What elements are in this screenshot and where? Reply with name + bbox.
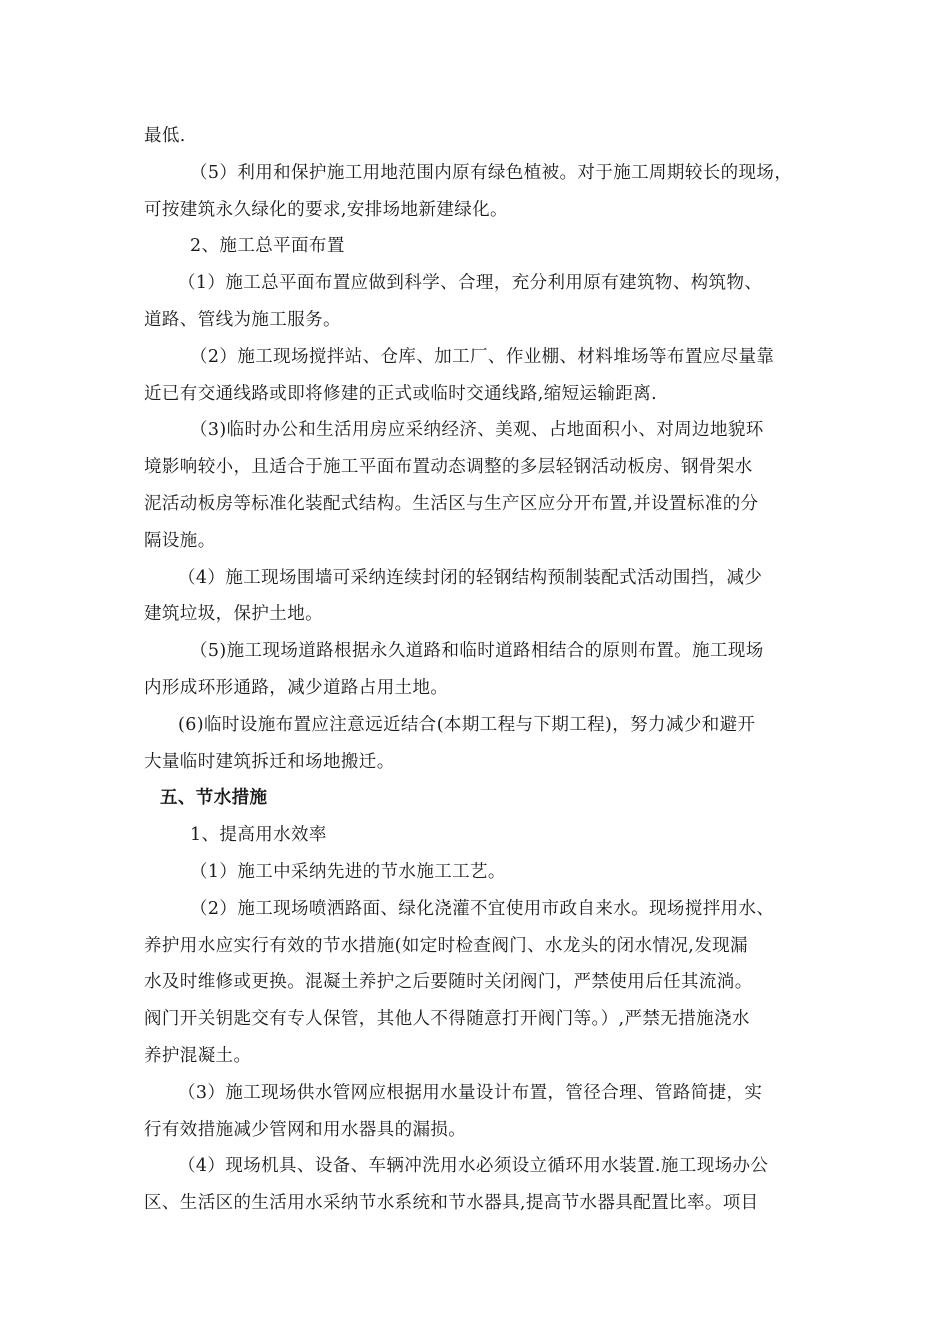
text-line: 隔设施。: [144, 530, 216, 551]
text-line: 建筑垃圾，保护土地。: [144, 604, 323, 625]
text-line: 大量临时建筑拆迁和场地搬迁。: [144, 751, 395, 772]
text-line: 可按建筑永久绿化的要求,安排场地新建绿化。: [144, 199, 508, 220]
subsection-heading: 2、施工总平面布置: [190, 236, 345, 257]
list-item: （2）施工现场喷洒路面、绿化浇灌不宜使用市政自来水。现场搅拌用水、: [190, 898, 775, 919]
list-item: （1）施工中采纳先进的节水施工工艺。: [190, 861, 506, 882]
list-item: （2）施工现场搅拌站、仓库、加工厂、作业棚、材料堆场等布置应尽量靠: [190, 346, 775, 367]
list-item: （3）施工现场供水管网应根据用水量设计布置，管径合理、管路简捷，实: [178, 1082, 763, 1103]
text-line: 水及时维修或更换。混凝土养护之后要随时关闭阀门，严禁使用后任其流淌。: [144, 972, 753, 993]
subsection-heading: 1、提高用水效率: [190, 825, 327, 846]
text-line: 境影响较小，且适合于施工平面布置动态调整的多层轻钢活动板房、钢骨架水: [144, 457, 753, 478]
text-line: 阀门开关钥匙交有专人保管，其他人不得随意打开阀门等。）,严禁无措施浇水: [144, 1009, 750, 1030]
text-line: 道路、管线为施工服务。: [144, 309, 341, 330]
text-line: 行有效措施减少管网和用水器具的漏损。: [144, 1119, 467, 1140]
list-item: （1）施工总平面布置应做到科学、合理，充分利用原有建筑物、构筑物、: [178, 273, 763, 294]
text-line: 最低.: [144, 126, 186, 146]
text-line: 养护用水应实行有效的节水措施(如定时检查阀门、水龙头的闭水情况,发现漏: [144, 935, 748, 956]
list-item: （3)临时办公和生活用房应采纳经济、美观、占地面积小、对周边地貌环: [190, 420, 764, 441]
section-heading: 五、节水措施: [160, 788, 268, 809]
list-item: （4）现场机具、设备、车辆冲洗用水必须设立循环用水装置.施工现场办公: [178, 1156, 769, 1177]
list-item: （5）利用和保护施工用地范围内原有绿色植被。对于施工周期较长的现场，: [190, 162, 793, 183]
text-line: 近已有交通线路或即将修建的正式或临时交通线路,缩短运输距离.: [144, 383, 658, 404]
list-item: （5)施工现场道路根据永久道路和临时道路相结合的原则布置。施工现场: [190, 641, 764, 662]
text-line: 内形成环形通路，减少道路占用土地。: [144, 677, 449, 698]
text-line: 养护混凝土。: [144, 1045, 252, 1066]
list-item: (6)临时设施布置应注意远近结合(本期工程与下期工程)，努力减少和避开: [178, 714, 756, 735]
document-body: [144, 118, 812, 1222]
list-item: （4）施工现场围墙可采纳连续封闭的轻钢结构预制装配式活动围挡，减少: [178, 567, 763, 588]
text-line: 泥活动板房等标准化装配式结构。生活区与生产区应分开布置,并设置标准的分: [144, 493, 759, 514]
text-line: 区、生活区的生活用水采纳节水系统和节水器具,提高节水器具配置比率。项目: [144, 1193, 759, 1214]
